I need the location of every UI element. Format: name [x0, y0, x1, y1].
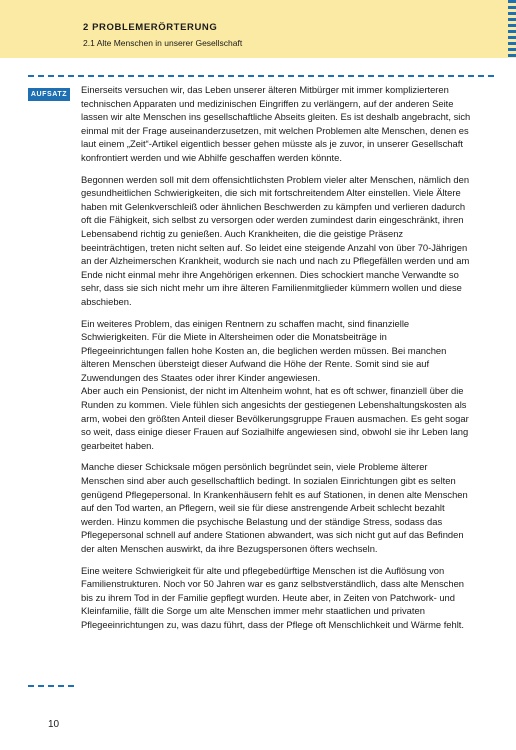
page-number: 10: [48, 719, 60, 730]
essay-body: [81, 83, 471, 640]
header-band: [0, 0, 516, 58]
paragraph-4: Aber auch ein Pensionist, der nicht im Altenheim wohnt, hat es oft schwer, finanziell über die Runden zu kommen. Viele fühlen sich angesichts der gestiegenen Lebenshaltungskosten als arm, wobei den größten Anteil dieser Bevölkerungsgruppe Frauen ausmachen. Es geht sogar so weit, dass einige dieser Frauen auf Sozialhilfe angewiesen sind, obwohl sie ihr Leben lang gearbeitet haben.: [81, 385, 469, 451]
section-title: 2.1 Alte Menschen in unserer Gesellschaft: [83, 38, 243, 48]
chapter-title: 2 PROBLEMERÖRTERUNG: [83, 22, 218, 33]
paragraph-2: Begonnen werden soll mit dem offensichtlichsten Problem vieler alter Menschen, nämlich den gesundheitlichen Schwierigkeiten, die sich mit fortschreitendem Alter einstellen. Viele Ältere haben mit Gelenkverschleiß oder ähnlichen Beschwerden zu kämpfen und verlieren dadurch oft die Fähigkeit, sich selbst zu versorgen oder werden zumindest darin eingeschränkt, ihren Lebensabend richtig zu genießen. Auch Krankheiten, die die geistige Präsenz beeinträchtigen, treten nicht selten auf. So leidet eine steigende Anzahl von über 70-Jährigen an der Alzheimerschen Krankheit, wodurch sie nach und nach zu Pflegefällen werden und am Ende nicht einmal mehr ihre Angehörigen erkennen. Dies schockiert manche Verwandte so sehr, dass sie sich nicht mehr um ihre älteren Familienmitglieder kümmern wollen und diese abschieben.: [81, 173, 470, 307]
aufsatz-badge: AUFSATZ: [28, 88, 70, 101]
dashed-divider-bottom: [28, 685, 76, 687]
paragraph-3: Ein weiteres Problem, das einigen Rentnern zu schaffen macht, sind finanzielle Schwierigkeiten. Für die Miete in Altersheimen oder die Monatsbeiträge in Pflegeeinrichtungen fallen hohe Kosten an, die beglichen werden müssen. Bei manchen älteren Menschen übersteigt dieser Aufwand die Höhe der Rente. Somit sind sie auf Zuwendungen des Staates oder ihrer Kinder angewiesen.: [81, 317, 447, 383]
paragraph-1: Einerseits versuchen wir, das Leben unserer älteren Mitbürger mit immer komplizierteren technischen Apparaten und medizinischen Eingriffen zu verlängern, auf der anderen Seite lassen wir alte Menschen ins gesellschaftliche Abseits gleiten. Es ist deshalb angebracht, sich einmal mit der Frage auseinanderzusetzen, mit welchen Problemen alte Menschen, denen es laut einem „Zeit“-Artikel eigentlich besser gehen müsste als je zuvor, in unserer Gesellschaft konfrontiert werden und wie Abhilfe geschaffen werden könnte.: [81, 84, 471, 163]
paragraph-5: Manche dieser Schicksale mögen persönlich begründet sein, viele Probleme älterer Menschen sind aber auch gesellschaftlich bedingt. In sozialen Einrichtungen gibt es selten genügend Pflegepersonal. In Krankenhäusern fehlt es auf Stationen, in denen alte Menschen auf den Tod warten, an Pflegern, weil sie für diese anstrengende Arbeit schlecht bezahlt werden. Hinzu kommen die psychische Belastung und der ständige Stress, sodass das Pflegepersonal schnell auf andere Stationen abwandert, was sich nicht gut auf das Befinden der alten Menschen auswirkt, da ihre Bezugspersonen öfters wechseln.: [81, 461, 468, 554]
paragraph-6: Eine weitere Schwierigkeit für alte und pflegebedürftige Menschen ist die Auflösung von Familienstrukturen. Noch vor 50 Jahren war es ganz selbstverständlich, dass alte Menschen bis zu ihrem Tod in der Familie gepflegt wurden. Heute aber, in Zeiten von Patchwork- und Kleinfamilie, fällt die Sorge um alte Menschen immer mehr staatlichen und privaten Pflegeeinrichtungen zu, was dazu führt, dass der Pflege oft Menschlichkeit und Wärme fehlt.: [81, 564, 465, 630]
dashed-divider-top: [28, 75, 496, 77]
header-dash-marker: [508, 0, 516, 58]
